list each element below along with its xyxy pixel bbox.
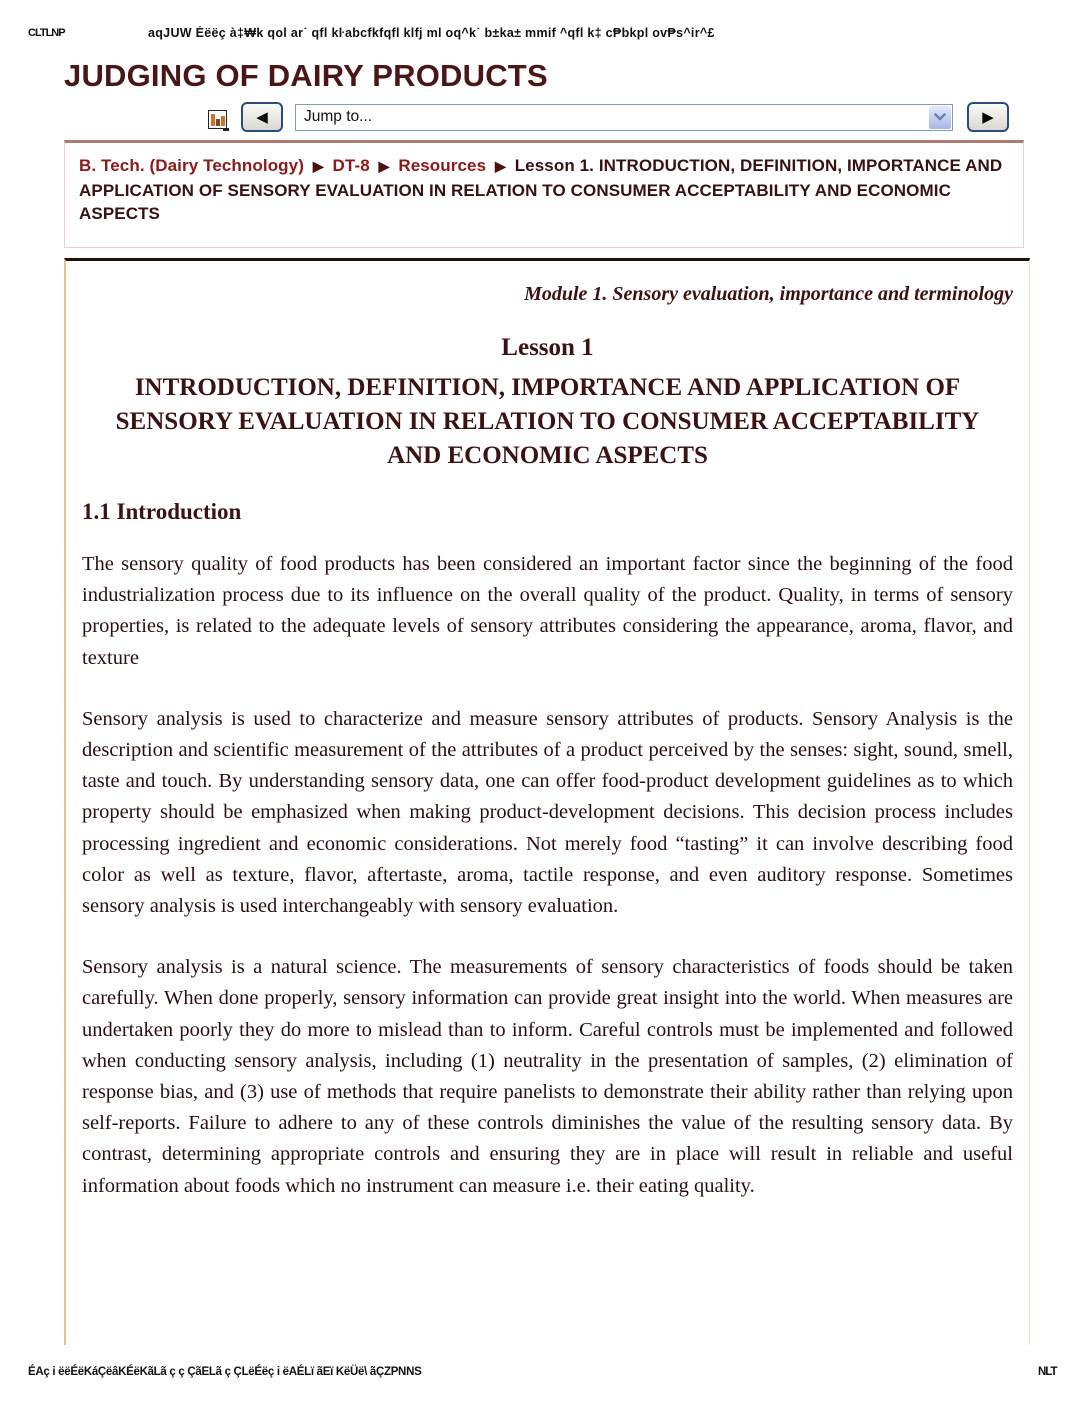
- forward-arrow-icon: ▶: [982, 109, 994, 126]
- breadcrumb-separator-icon: ▶: [378, 158, 390, 174]
- breadcrumb: [64, 140, 1024, 248]
- module-heading: Module 1. Sensory evaluation, importance and terminology: [524, 283, 1013, 305]
- breadcrumb-current: Lesson 1. INTRODUCTION, DEFINITION, IMPORTANCE AND APPLICATION OF SENSORY EVALUATION IN RELATION TO CONSUMER ACCEPTABILITY AND ECONOMIC ASPECTS: [79, 156, 1003, 223]
- breadcrumb-separator-icon: ▶: [312, 158, 324, 174]
- paragraph-sensory-analysis-definition: Sensory analysis is used to characterize and measure sensory attributes of products. Sensory Analysis is the description and scientific measurement of the attributes of a product perceived by the senses: sight, sound, smell, taste and touch. By understanding sensory data, one can offer food-product development guidelines as to which property should be emphasized when making product-development decisions. This decision process includes processing ingredient and economic considerations. Not merely food “tasting” it can involve describing food color as well as texture, flavor, aftertaste, aroma, tactile response, and even auditory response. Sometimes sensory analysis is used interchangeably with sensory evaluation.: [82, 707, 1013, 918]
- print-footer-page-number: NLT: [1038, 1366, 1057, 1378]
- bar-chart-icon: [208, 110, 227, 129]
- print-header-date: CLTLNP: [28, 27, 65, 39]
- lesson-title-line: SENSORY EVALUATION IN RELATION TO CONSUMER ACCEPTABILITY: [115, 408, 980, 435]
- lesson-content: [64, 258, 1030, 1345]
- page-title: JUDGING OF DAIRY PRODUCTS: [64, 58, 548, 93]
- breadcrumb-link-dt8[interactable]: DT-8: [332, 156, 370, 175]
- back-arrow-icon: ◀: [256, 109, 268, 126]
- breadcrumb-link-resources[interactable]: Resources: [398, 156, 487, 175]
- chevron-down-icon: [929, 106, 951, 129]
- lesson-title-line: AND ECONOMIC ASPECTS: [387, 442, 708, 469]
- print-footer-url: ÉAç i ëëÉëKáÇëâKÉëKãLã ç ç ÇãELã ç ÇLëÉëç i ëAÉLï ãEï KëÜë\ ãÇZPNNS: [28, 1366, 422, 1378]
- toolbar: [208, 101, 1009, 133]
- section-heading-introduction: 1.1 Introduction: [82, 499, 242, 524]
- breadcrumb-separator-icon: ▶: [494, 158, 506, 174]
- lesson-title-line: INTRODUCTION, DEFINITION, IMPORTANCE AND APPLICATION OF: [134, 374, 961, 401]
- paragraph-sensory-quality: The sensory quality of food products has been considered an important factor since the beginning of the food industrialization process due to its influence on the overall quality of the product. Quality, in terms of sensory properties, is related to the adequate levels of sensory attributes considering the appearance, aroma, flavor, and texture: [82, 553, 1013, 669]
- lesson-number-heading: Lesson 1: [501, 334, 594, 361]
- print-header-title: aqJUW Éëëç à‡₩k qol ar˙ qfl kŀabcfkfqfl klfj ml oq^k˙ b±ka± mmif ^qfl k‡ c₱bkpl ov₱s^ir^£: [148, 26, 715, 40]
- lesson-title: [82, 371, 1013, 473]
- jump-to-select[interactable]: [295, 104, 953, 131]
- jump-to-selected-value: Jump to...: [304, 108, 373, 125]
- breadcrumb-link-course[interactable]: B. Tech. (Dairy Technology): [79, 156, 304, 175]
- back-button[interactable]: [241, 102, 283, 132]
- paragraph-sensory-analysis-science: Sensory analysis is a natural science. The measurements of sensory characteristics of foods should be taken carefully. When done properly, sensory information can provide great insight into the world. When measures are undertaken poorly they do more to mislead than to inform. Careful controls must be implemented and followed when conducting sensory analysis, including (1) neutrality in the presentation of samples, (2) elimination of response bias, and (3) use of methods that require panelists to demonstrate their ability rather than relying upon self-reports. Failure to adhere to any of these controls diminishes the value of the resulting sensory data. By contrast, determining appropriate controls and ensuring they are in place will result in reliable and useful information about foods which no instrument can measure i.e. their eating quality.: [82, 956, 1013, 1197]
- forward-button[interactable]: [967, 102, 1009, 132]
